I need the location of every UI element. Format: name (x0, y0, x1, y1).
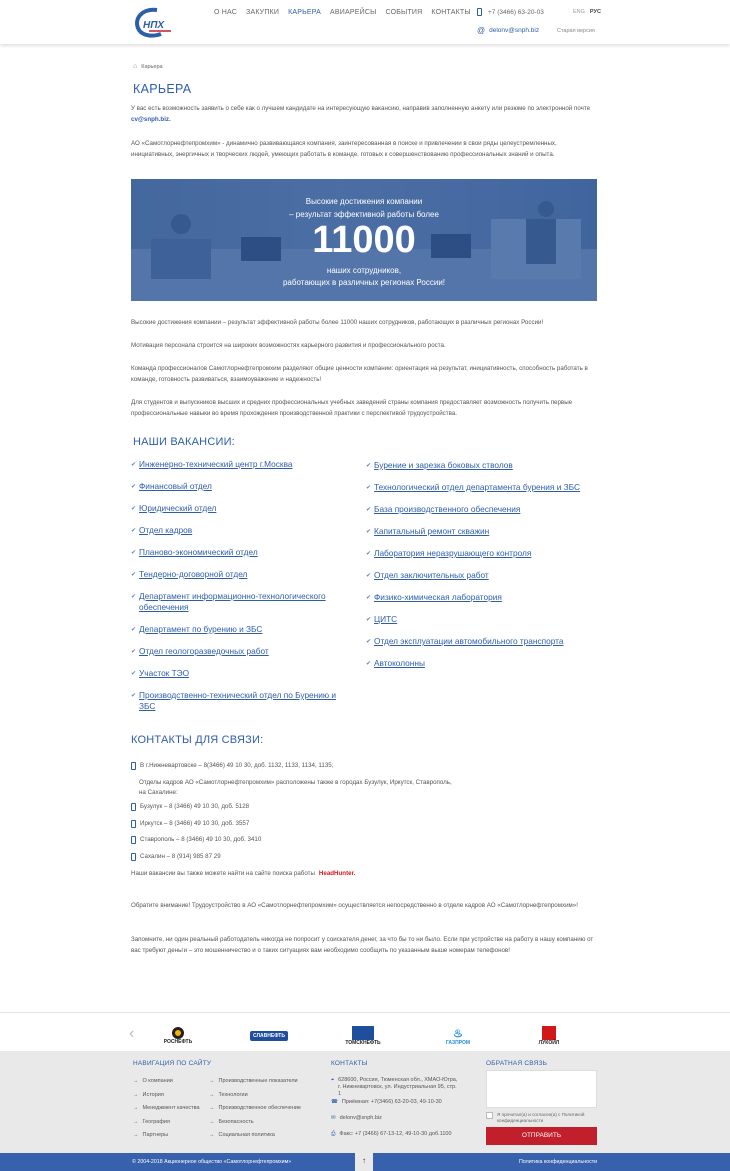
footer-nav-label: Безопасность (218, 1118, 254, 1125)
old-version-link[interactable]: Старая версия (557, 28, 595, 34)
lukoil-logo-icon (542, 1026, 556, 1040)
banner-line1: Высокие достижения компании (305, 197, 423, 206)
tomskneft-logo-icon (352, 1026, 374, 1040)
partner-gazprom[interactable] (440, 1021, 476, 1051)
header-email-text: delonv@snph.biz (489, 27, 540, 34)
vacancy-label: Департамент информационно-технологического обеспечения (139, 591, 326, 612)
check-icon: ✔ (366, 463, 372, 469)
feedback-title: ОБРАТНАЯ СВЯЗЬ (486, 1060, 548, 1067)
partner-rosneft-label: РОСНЕФТЬ (163, 1039, 193, 1045)
paragraph-students: Для студентов и выпускников высших и средних профессиональных учебных заведений страны компания предоставляет возможность получить первые профессиональные навыки во время прохождения производственной практики с перспективой трудоустройства. (131, 399, 573, 417)
footer-nav-label: География (142, 1118, 170, 1125)
arrow-right-icon: → (209, 1118, 215, 1125)
check-icon: ✔ (131, 528, 137, 534)
vacancy-link[interactable] (131, 624, 346, 635)
nav-career[interactable]: КАРЬЕРА (288, 9, 322, 16)
chevron-left-icon[interactable]: ‹ (129, 1025, 135, 1042)
footer-address (331, 1077, 461, 1098)
vacancy-label: Производственно-технический отдел по Бурению и ЗБС (139, 690, 337, 711)
lang-en[interactable]: ENG (573, 9, 585, 15)
vacancy-link[interactable] (366, 482, 581, 493)
contact-sakhalin-text: Сахалин – 8 (914) 985 87 29 (140, 853, 221, 860)
footer-nav-link[interactable] (209, 1105, 301, 1111)
footer-nav-link[interactable] (133, 1105, 200, 1111)
feedback-textarea[interactable] (486, 1070, 597, 1108)
warning-employment: Обратите внимание! Трудоустройство в АО «Самотлорнефтепромхим» осуществляется непосредственно в отделе кадров АО «Самотлорнефтепромхим»! (131, 902, 578, 909)
scroll-up-button[interactable]: ↑ (355, 1151, 373, 1171)
vacancy-link[interactable] (366, 636, 581, 647)
footer-fax (331, 1131, 452, 1138)
partner-slavneft[interactable] (246, 1021, 292, 1051)
footer-nav-label: История (142, 1091, 164, 1098)
footer-email[interactable] (331, 1115, 382, 1121)
partner-tomskneft-label: ТОМСКНЕФТЬ (345, 1040, 381, 1046)
at-icon: @ (477, 26, 486, 35)
check-icon: ✔ (366, 661, 372, 667)
hh-text: Наши вакансии вы также можете найти на сайте поиска работы (131, 870, 315, 877)
vacancy-label: Отдел кадров (139, 525, 193, 535)
footer-nav-label: О компании (142, 1078, 173, 1084)
footer-nav-link[interactable] (209, 1132, 275, 1138)
arrow-right-icon: → (133, 1091, 139, 1098)
vacancy-link[interactable] (366, 504, 581, 515)
footer-nav-link[interactable] (209, 1092, 248, 1098)
vacancy-link[interactable] (366, 592, 581, 603)
copyright: © 2004-2018 Акционерное общество «Самотлорнефтепромхим» (132, 1159, 292, 1165)
footer-nav-link[interactable] (133, 1078, 173, 1084)
consent-label: Я прочитал(а) и согласен(а) с Политикой конфиденциальности (497, 1112, 585, 1123)
intro-text-body: У вас есть возможность заявить о себе как о лучшем кандидате на интересующую вакансию, направив заполненную анкету или резюме по электронной почте (131, 105, 591, 112)
company-logo[interactable] (131, 6, 175, 40)
breadcrumb (133, 63, 163, 70)
contact-stavropol-text: Ставрополь – 8 (3466) 49 10 30, доб. 3410 (140, 836, 262, 843)
nav-purchases[interactable]: ЗАКУПКИ (246, 9, 280, 16)
bottom-bar (0, 1153, 730, 1171)
vacancy-label: Финансовый отдел (139, 481, 212, 491)
banner-line2: – результат эффективной работы более (289, 210, 439, 219)
site-header (0, 0, 730, 44)
check-icon: ✔ (131, 572, 137, 578)
vacancy-label: Тендерно-договорной отдел (139, 569, 248, 579)
contact-irkutsk (131, 819, 249, 829)
contact-note: Отделы кадров АО «Самотлорнефтепромхим» расположены также в городах Бузулук, Иркутск, Ставрополь, на Сахалине: (139, 779, 452, 796)
vacancy-link[interactable] (131, 591, 346, 613)
vacancy-link[interactable] (366, 548, 581, 559)
check-icon: ✔ (366, 485, 372, 491)
logo-text: НПХ (143, 20, 165, 31)
footer-address-text: 628600, Россия, Тюменская обл., ХМАО-Югра, г. Нижневартовск, ул. Индустриальная 95, стр. 1 (338, 1077, 458, 1097)
vacancies-title: НАШИ ВАКАНСИИ: (133, 436, 235, 448)
vacancy-link[interactable] (366, 570, 581, 581)
contact-sakhalin (131, 852, 221, 862)
consent-checkbox[interactable] (486, 1112, 493, 1119)
vacancy-label: ЦИТС (374, 614, 398, 624)
arrow-right-icon: → (209, 1078, 215, 1084)
main-nav (214, 9, 471, 16)
vacancy-link[interactable] (366, 614, 581, 625)
mail-icon: ✉ (331, 1115, 336, 1121)
contact-main (131, 761, 333, 771)
vacancy-link[interactable] (131, 690, 346, 712)
nav-flights[interactable]: АВИАРЕЙСЫ (330, 9, 377, 16)
banner-line4: работающих в различных регионах России! (282, 278, 446, 287)
contact-stavropol (131, 835, 261, 845)
page-title: КАРЬЕРА (133, 82, 192, 96)
check-icon: ✔ (131, 594, 137, 600)
privacy-link[interactable]: Политика конфиденциальности (519, 1159, 598, 1165)
partner-rosneft[interactable] (158, 1021, 198, 1051)
contacts-title: КОНТАКТЫ ДЛЯ СВЯЗИ: (131, 734, 264, 746)
home-icon[interactable]: ⌂ (133, 63, 138, 70)
footer-nav-link[interactable] (133, 1132, 168, 1138)
vacancy-label: Лаборатория неразрушающего контроля (374, 548, 532, 558)
vacancy-link[interactable] (131, 459, 346, 470)
footer-nav-link[interactable] (133, 1119, 170, 1125)
gazprom-logo-icon: ♨ (453, 1027, 463, 1040)
banner-heading (131, 195, 597, 221)
location-icon: ⌖ (331, 1077, 335, 1083)
arrow-right-icon: → (209, 1091, 215, 1098)
company-description: АО «Самотлорнефтепромхим» - динамично развивающаяся компания, заинтересованная в поиске и привлечении в свои ряды целеустремленных, инициативных, энергичных и творческих людей, умеющих работать в команде, готовых к совершенствованию профессиональных знаний и опыта. (131, 140, 557, 158)
vacancy-label: Юридический отдел (139, 503, 217, 513)
vacancy-label: База производственного обеспечения (374, 504, 521, 514)
arrow-right-icon: → (133, 1132, 139, 1138)
contact-irkutsk-text: Иркутск – 8 (3466) 49 10 30, доб. 3557 (140, 820, 250, 827)
check-icon: ✔ (131, 671, 137, 677)
footer-nav-label: Менеджмент качества (142, 1105, 200, 1111)
nav-events[interactable]: СОБЫТИЯ (385, 9, 423, 16)
vacancy-label: Отдел эксплуатации автомобильного транспорта (374, 636, 564, 646)
partner-lukoil[interactable] (529, 1021, 569, 1051)
phone-icon (131, 803, 136, 811)
vacancy-label: Планово-экономический отдел (139, 547, 258, 557)
intro-text (131, 103, 601, 125)
vacancy-link[interactable] (131, 547, 346, 558)
vacancy-link[interactable] (131, 503, 346, 514)
nav-contacts[interactable]: КОНТАКТЫ (431, 9, 471, 16)
partner-tomskneft[interactable] (340, 1021, 386, 1051)
footer-nav-label: Производственное обеспечение (218, 1105, 301, 1111)
nav-about[interactable]: О НАС (214, 9, 238, 16)
phone-icon (131, 836, 136, 844)
paragraph-values: Команда профессионалов Самотлорнефтепромхим разделяют общие ценности компании: ориентация на результат, инициативность, способность работать в команде, готовность развиваться, взаимоуважение и надежность! (131, 365, 588, 383)
contact-buzuluk (131, 802, 249, 812)
check-icon: ✔ (131, 627, 137, 633)
footer-nav-label: Технологии (218, 1091, 248, 1098)
partner-lukoil-label: ЛУКОЙЛ (538, 1040, 560, 1046)
vacancy-label: Отдел заключительных работ (374, 570, 489, 580)
footer-nav-label: Производственные показатели (218, 1078, 298, 1084)
check-icon: ✔ (131, 550, 137, 556)
site-footer (0, 1051, 730, 1153)
footer-contacts-title: КОНТАКТЫ (331, 1060, 368, 1067)
check-icon: ✔ (366, 617, 372, 623)
vacancy-link[interactable] (131, 569, 346, 580)
arrow-right-icon: → (133, 1118, 139, 1125)
check-icon: ✔ (131, 484, 137, 490)
footer-nav-title: НАВИГАЦИЯ ПО САЙТУ (133, 1060, 212, 1067)
vacancy-link[interactable] (366, 658, 581, 669)
rosneft-logo-icon (172, 1027, 184, 1039)
header-phone[interactable] (477, 8, 544, 16)
vacancy-label: Автоколонны (374, 658, 425, 668)
vacancy-label: Бурение и зарезка боковых стволов (374, 460, 513, 470)
phone-icon (131, 853, 136, 861)
vacancy-label: Департамент по бурению и ЗБС (139, 624, 263, 634)
footer-nav-link[interactable] (209, 1078, 298, 1084)
footer-nav-link[interactable] (209, 1119, 254, 1125)
language-switch (573, 9, 601, 15)
footer-fax-text: Факс: +7 (3466) 67-13-12, 49-10-30 доб.1100 (339, 1131, 452, 1137)
headhunter-link[interactable]: HeadHunter. (318, 870, 356, 877)
arrow-right-icon: → (209, 1105, 215, 1111)
partner-gazprom-label: ГАЗПРОМ (445, 1039, 471, 1046)
vacancy-link[interactable] (131, 481, 346, 492)
cv-email-link[interactable]: cv@snph.biz. (131, 116, 171, 123)
achievements-banner (131, 179, 597, 301)
phone-icon (131, 762, 136, 770)
vacancy-link[interactable] (366, 526, 581, 537)
contact-main-text: В г.Нижневартовске – 8(3466) 49 10 30, доб. 1132, 1133, 1134, 1135; (140, 762, 334, 769)
footer-nav-label: Социальная политика (218, 1132, 275, 1138)
check-icon: ✔ (131, 649, 137, 655)
footer-email-text: delonv@snph.biz (339, 1115, 382, 1121)
vacancy-link[interactable] (131, 668, 346, 679)
vacancy-link[interactable] (366, 460, 581, 471)
check-icon: ✔ (131, 693, 137, 699)
vacancy-label: Участок ТЭО (139, 668, 190, 678)
check-icon: ✔ (366, 573, 372, 579)
vacancy-label: Капитальный ремонт скважин (374, 526, 490, 536)
check-icon: ✔ (366, 529, 372, 535)
arrow-right-icon: → (209, 1132, 215, 1138)
check-icon: ✔ (366, 551, 372, 557)
header-phone-text: +7 (3466) 63-20-03 (488, 8, 544, 16)
vacancy-link[interactable] (131, 525, 346, 536)
phone-icon: ☎ (331, 1099, 338, 1105)
footer-reception (331, 1099, 442, 1105)
contact-buzuluk-text: Бузулук – 8 (3466) 49 10 30, доб. 5128 (140, 803, 250, 810)
lang-ru[interactable]: РУС (589, 9, 601, 15)
check-icon: ✔ (366, 639, 372, 645)
paragraph-achievements: Высокие достижения компании – результат эффективной работы более 11000 наших сотрудников, работающих в различных регионах России! (131, 319, 544, 326)
vacancy-label: Технологический отдел департамента бурения и ЗБС (374, 482, 580, 492)
check-icon: ✔ (366, 595, 372, 601)
check-icon: ✔ (131, 462, 137, 468)
fax-icon: ⎙ (331, 1131, 336, 1137)
footer-reception-text: Приёмная: +7(3466) 63-20-03, 49-10-30 (341, 1099, 442, 1105)
vacancy-label: Инженерно-технический центр г.Москва (139, 459, 293, 469)
vacancy-label: Отдел геологоразведочных работ (139, 646, 269, 656)
breadcrumb-current: Карьера (141, 63, 163, 70)
partner-slavneft-label: СЛАВНЕФТЬ (250, 1031, 288, 1041)
warning-fraud: Запомните, ни один реальный работодатель никогда не попросит у соискателя денег, за что бы то ни было. Если при устройстве на работу в нашу компанию от вас требуют деньги – это мошенничество и о таких ситуациях вам необходимо сообщить по указанным выше номерам телефонов! (131, 936, 594, 954)
phone-icon (131, 820, 136, 828)
vacancy-link[interactable] (131, 646, 346, 657)
vacancy-label: Физико-химическая лаборатория (374, 592, 502, 602)
arrow-right-icon: → (133, 1105, 139, 1111)
submit-button[interactable]: ОТПРАВИТЬ (486, 1127, 597, 1145)
paragraph-motivation: Мотивация персонала строится на широких возможностях карьерного развития и профессионального роста. (131, 342, 446, 349)
headhunter-note (131, 869, 355, 879)
phone-icon (477, 8, 482, 16)
footer-nav-label: Партнеры (142, 1132, 169, 1138)
banner-line3: наших сотрудников, (326, 266, 402, 275)
header-email[interactable] (477, 26, 539, 35)
check-icon: ✔ (131, 506, 137, 512)
footer-nav-link[interactable] (133, 1092, 164, 1098)
banner-number: 11000 (312, 219, 416, 261)
banner-subtext (131, 265, 597, 289)
arrow-right-icon: → (133, 1078, 139, 1084)
check-icon: ✔ (366, 507, 372, 513)
